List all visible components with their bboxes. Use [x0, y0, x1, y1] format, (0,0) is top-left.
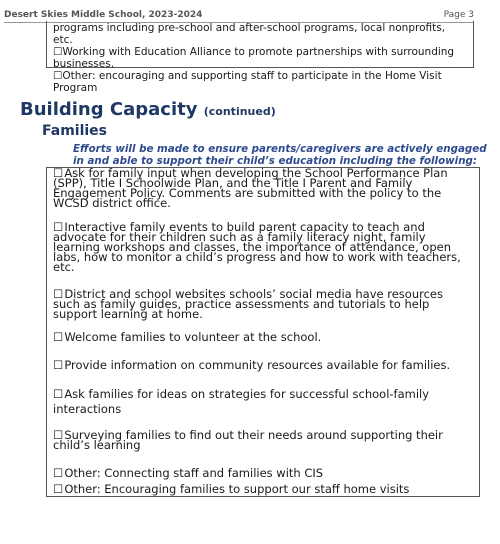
- checkbox-icon[interactable]: ☐: [53, 482, 64, 496]
- checklist-item: [53, 289, 468, 319]
- section-title-text: Building Capacity: [20, 99, 198, 120]
- checklist-item: [53, 430, 468, 450]
- checklist-item: [53, 332, 468, 342]
- checklist-item: [53, 222, 468, 272]
- family-efforts-box: [46, 167, 480, 497]
- checkbox-icon[interactable]: ☐: [53, 428, 64, 442]
- checklist-item-text: Other: Connecting staff and families with CIS: [64, 466, 324, 480]
- intro-text: Efforts will be made to ensure parents/caregivers are actively engaged in and able to support their child’s education including the following:: [73, 143, 487, 167]
- checkbox-icon[interactable]: ☐: [53, 358, 64, 372]
- checklist-item: [53, 484, 468, 494]
- checklist-item-text: Ask families for ideas on strategies for successful school-family interactions: [53, 387, 430, 416]
- checklist-item: [53, 468, 468, 478]
- checkbox-icon[interactable]: ☐: [53, 387, 64, 401]
- checkbox-icon[interactable]: ☐: [53, 287, 64, 301]
- checkbox-icon[interactable]: ☐: [53, 220, 64, 234]
- section-title: [20, 99, 276, 120]
- checklist-item-text: Surveying families to find out their needs around supporting their child’s learning: [53, 428, 443, 452]
- checkbox-icon[interactable]: ☐: [53, 166, 64, 180]
- checkbox-icon[interactable]: ☐: [53, 330, 64, 344]
- checklist-item-text: Provide information on community resources available for families.: [64, 358, 451, 372]
- checklist-item-text: Interactive family events to build parent capacity to teach and advocate for their children such as a family literacy night, family learning workshops and classes, the importance of attendance, open labs, how to monitor a child’s progress and how to work with teachers, etc.: [53, 220, 461, 274]
- continued-line: ☐Other: encouraging and supporting staff to participate in the Home Visit Program: [53, 70, 442, 94]
- continued-list-box: [46, 21, 474, 94]
- checklist-item-text: District and school websites schools’ social media have resources such as family guides, practice assessments and tutorials to help support learning at home.: [53, 287, 443, 321]
- checklist-item: [53, 168, 468, 208]
- continued-line: ☐Working with Education Alliance to promote partnerships with surrounding businesses.: [53, 46, 455, 70]
- section-title-suffix: (continued): [203, 105, 276, 118]
- checklist-item: [53, 387, 468, 417]
- checklist-item-text: Ask for family input when developing the School Performance Plan (SPP), Title I Schoolwide Plan, and the Title I Parent and Family Engagement Policy. Comments are submitted with the policy to the WCSD district office.: [53, 166, 448, 210]
- checklist-item: [53, 360, 468, 370]
- subsection-title: Families: [42, 123, 108, 139]
- checkbox-icon[interactable]: ☐: [53, 466, 64, 480]
- continued-line: programs including pre-school and after-school programs, local nonprofits, etc.: [53, 22, 446, 46]
- school-name: Desert Skies Middle School, 2023-2024: [4, 10, 203, 20]
- checklist-item-text: Other: Encouraging families to support our staff home visits: [64, 482, 410, 496]
- page-number: Page 3: [443, 10, 474, 20]
- checklist-item-text: Welcome families to volunteer at the school.: [64, 330, 322, 344]
